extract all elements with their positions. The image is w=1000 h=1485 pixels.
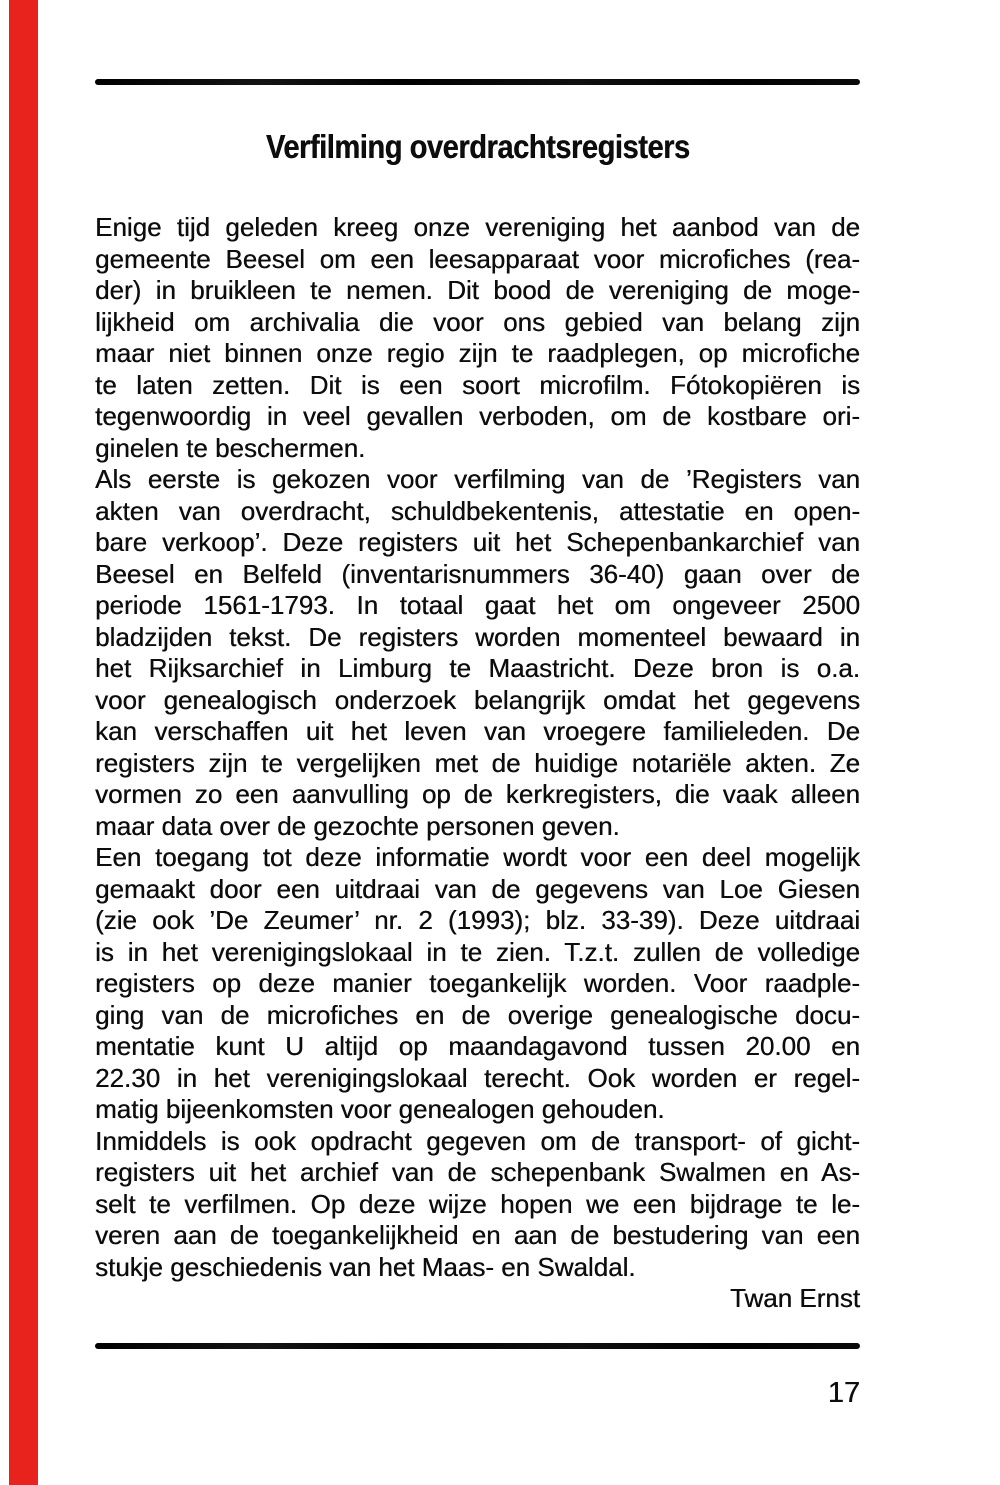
text-line: ging van de microfiches en de overige genealogische docu- xyxy=(95,999,860,1030)
page-title-text: Verfilming overdrachtsregisters xyxy=(265,128,690,166)
text-line: tegenwoordig in veel gevallen verboden, om de kostbare ori- xyxy=(95,401,860,431)
text-line: vormen zo een aanvulling op de kerkregisters, die vaak alleen xyxy=(95,779,860,809)
text-line: veren aan de toegankelijkheid en aan de bestudering van een xyxy=(95,1220,860,1250)
text-line: te laten zetten. Dit is een soort microfilm. Fótokopiëren is xyxy=(95,369,860,400)
text-line: selt te verfilmen. Op deze wijze hopen we een bijdrage te le- xyxy=(95,1188,860,1219)
text-line: kan verschaffen uit het leven van vroegere familieleden. De xyxy=(95,716,860,746)
text-line: Enige tijd geleden kreeg onze vereniging het aanbod van de xyxy=(95,212,860,242)
text-line: Twan Ernst xyxy=(729,1283,860,1313)
article-body xyxy=(95,212,860,1315)
text-line: bare verkoop’. Deze registers uit het Schepenbankarchief van xyxy=(95,527,860,557)
text-line: (zie ook ’De Zeumer’ nr. 2 (1993); blz. 33-39). Deze uitdraai xyxy=(95,905,860,935)
text-line: is in het verenigingslokaal in te zien. T.z.t. zullen de volledige xyxy=(95,936,860,967)
text-line: Een toegang tot deze informatie wordt voor een deel mogelijk xyxy=(95,842,860,872)
text-line: mentatie kunt U altijd op maandagavond tussen 20.00 en xyxy=(95,1031,860,1061)
top-rule xyxy=(95,79,860,85)
text-line: gemeente Beesel om een leesapparaat voor microfiches (rea- xyxy=(95,243,860,274)
text-line: bladzijden tekst. De registers worden momenteel bewaard in xyxy=(95,621,860,652)
text-line: Inmiddels is ook opdracht gegeven om de transport- of gicht- xyxy=(95,1125,860,1156)
text-line: ginelen te beschermen. xyxy=(95,432,366,463)
text-line: der) in bruikleen te nemen. Dit bood de vereniging de moge- xyxy=(95,275,860,305)
text-line: het Rijksarchief in Limburg te Maastricht. Deze bron is o.a. xyxy=(95,653,860,683)
text-line: voor genealogisch onderzoek belangrijk omdat het gegevens xyxy=(95,684,860,715)
text-line: maar data over de gezochte personen geven. xyxy=(95,810,620,841)
text-line: stukje geschiedenis van het Maas- en Swaldal. xyxy=(95,1251,636,1282)
page-number: 17 xyxy=(827,1377,860,1409)
text-line: Als eerste is gekozen voor verfilming van de ’Registers van xyxy=(95,464,860,494)
text-line: lijkheid om archivalia die voor ons gebied van belang zijn xyxy=(95,306,860,337)
text-line: periode 1561-1793. In totaal gaat het om ongeveer 2500 xyxy=(95,590,860,620)
text-line: registers op deze manier toegankelijk worden. Voor raadple- xyxy=(95,968,860,998)
red-edge-stripe xyxy=(9,0,38,1485)
text-line: Beesel en Belfeld (inventarisnummers 36-40) gaan over de xyxy=(95,558,860,589)
text-line: registers uit het archief van de schepenbank Swalmen en As- xyxy=(95,1157,860,1187)
text-line: akten van overdracht, schuldbekentenis, attestatie en open- xyxy=(95,495,860,526)
bottom-rule xyxy=(95,1343,860,1349)
text-line: 22.30 in het verenigingslokaal terecht. Ook worden er regel- xyxy=(95,1062,860,1093)
text-line: maar niet binnen onze regio zijn te raadplegen, op microfiche xyxy=(95,338,860,368)
text-line: matig bijeenkomsten voor genealogen gehouden. xyxy=(95,1094,665,1124)
text-line: registers zijn te vergelijken met de huidige notariële akten. Ze xyxy=(95,747,860,778)
page-title xyxy=(95,128,860,166)
text-line: gemaakt door een uitdraai van de gegevens van Loe Giesen xyxy=(95,873,860,904)
